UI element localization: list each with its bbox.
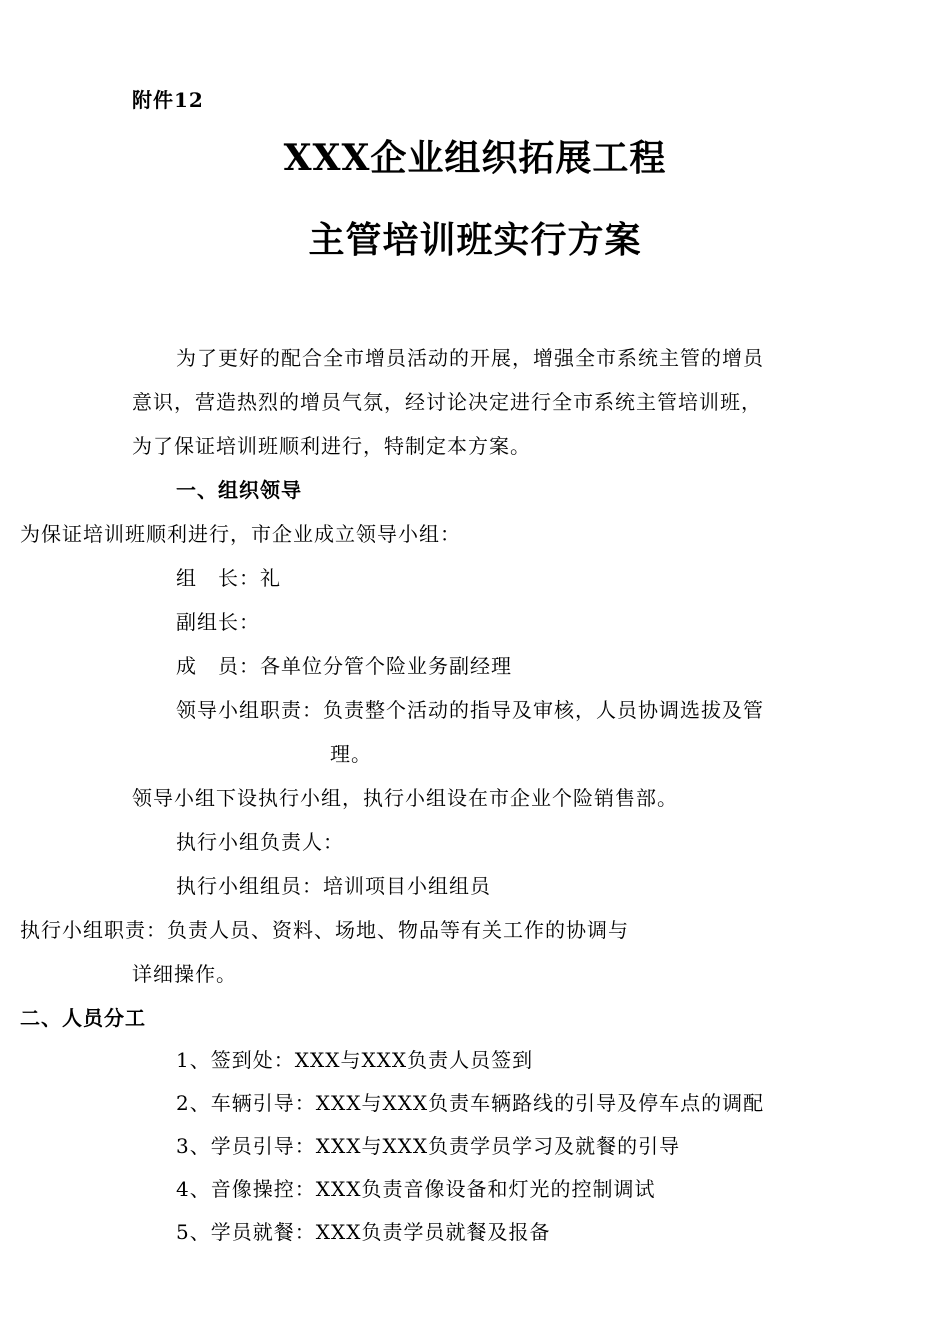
- exec-setup-line: 领导小组下设执行小组，执行小组设在市企业个险销售部。: [132, 786, 678, 810]
- list-item: 2、车辆引导：XXX与XXX负责车辆路线的引导及停车点的调配: [176, 1091, 765, 1115]
- attachment-label: 附件12: [132, 88, 204, 112]
- leadership-duty-line2: 理。: [330, 742, 372, 766]
- members-line: 成 员：各单位分管个险业务副经理: [176, 654, 512, 678]
- intro-line-3: 为了保证培训班顺利进行，特制定本方案。: [132, 434, 531, 458]
- list-item: 3、学员引导：XXX与XXX负责学员学习及就餐的引导: [176, 1134, 681, 1158]
- intro-line-2: 意识，营造热烈的增员气氛，经讨论决定进行全市系统主管培训班，: [132, 390, 762, 414]
- exec-members-line: 执行小组组员：培训项目小组组员: [176, 874, 491, 898]
- section1-lead: 为保证培训班顺利进行，市企业成立领导小组：: [20, 522, 461, 546]
- list-item: 5、学员就餐：XXX负责学员就餐及报备: [176, 1220, 551, 1244]
- leader-line: 组 长：礼: [176, 566, 281, 590]
- document-title-line2: 主管培训班实行方案: [308, 219, 642, 261]
- intro-line-1: 为了更好的配合全市增员活动的开展，增强全市系统主管的增员: [176, 346, 764, 370]
- document-title-line1: XXX企业组织拓展工程: [283, 137, 667, 179]
- section2-heading: 二、人员分工: [20, 1006, 146, 1030]
- exec-duty-line1: 执行小组职责：负责人员、资料、场地、物品等有关工作的协调与: [20, 918, 629, 942]
- leadership-duty-line1: 领导小组职责：负责整个活动的指导及审核，人员协调选拔及管: [176, 698, 764, 722]
- list-item: 4、音像操控：XXX负责音像设备和灯光的控制调试: [176, 1177, 656, 1201]
- deputy-line: 副组长：: [176, 610, 260, 634]
- list-item: 1、签到处：XXX与XXX负责人员签到: [176, 1048, 534, 1072]
- exec-duty-line2: 详细操作。: [132, 962, 237, 986]
- section1-heading: 一、组织领导: [176, 478, 302, 502]
- exec-head-line: 执行小组负责人：: [176, 830, 344, 854]
